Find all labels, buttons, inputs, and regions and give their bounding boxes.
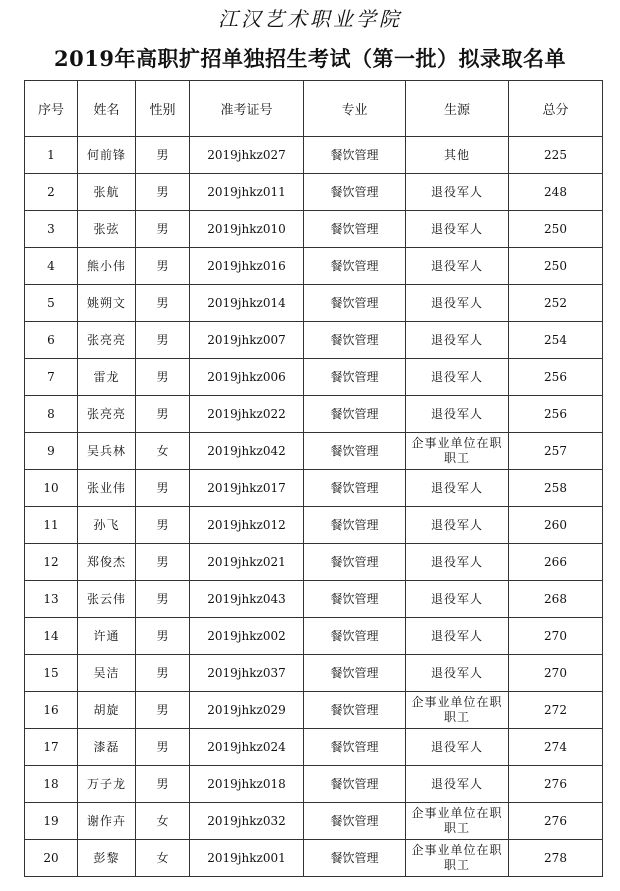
cell-exam-id: 2019jhkz016: [190, 248, 304, 285]
cell-exam-id: 2019jhkz022: [190, 396, 304, 433]
cell-major: 餐饮管理: [304, 581, 406, 618]
cell-gender: 男: [136, 581, 190, 618]
cell-exam-id: 2019jhkz001: [190, 840, 304, 877]
cell-name: 张云伟: [78, 581, 136, 618]
table-body: [25, 137, 603, 877]
cell-gender: 男: [136, 729, 190, 766]
cell-score: 276: [509, 766, 603, 803]
cell-exam-id: 2019jhkz006: [190, 359, 304, 396]
cell-major: 餐饮管理: [304, 322, 406, 359]
cell-no: 3: [25, 211, 78, 248]
table-row: [25, 211, 603, 248]
cell-name: 熊小伟: [78, 248, 136, 285]
cell-no: 19: [25, 803, 78, 840]
cell-no: 15: [25, 655, 78, 692]
table-row: [25, 137, 603, 174]
table-row: [25, 433, 603, 470]
cell-name: 张亮亮: [78, 322, 136, 359]
cell-gender: 男: [136, 544, 190, 581]
table-row: [25, 544, 603, 581]
cell-source: 企事业单位在职职工: [406, 803, 509, 840]
cell-gender: 女: [136, 840, 190, 877]
cell-exam-id: 2019jhkz007: [190, 322, 304, 359]
cell-no: 12: [25, 544, 78, 581]
cell-major: 餐饮管理: [304, 137, 406, 174]
cell-score: 278: [509, 840, 603, 877]
cell-major: 餐饮管理: [304, 840, 406, 877]
table-row: [25, 396, 603, 433]
cell-exam-id: 2019jhkz010: [190, 211, 304, 248]
cell-major: 餐饮管理: [304, 618, 406, 655]
table-row: [25, 618, 603, 655]
cell-source: 退役军人: [406, 322, 509, 359]
cell-exam-id: 2019jhkz042: [190, 433, 304, 470]
page-title: 2019年高职扩招单独招生考试（第一批）拟录取名单: [54, 46, 566, 71]
cell-score: 225: [509, 137, 603, 174]
cell-name: 漆磊: [78, 729, 136, 766]
cell-source: 退役军人: [406, 655, 509, 692]
cell-name: 张业伟: [78, 470, 136, 507]
table-row: [25, 766, 603, 803]
table-row: [25, 655, 603, 692]
cell-exam-id: 2019jhkz017: [190, 470, 304, 507]
cell-name: 谢作卉: [78, 803, 136, 840]
cell-no: 9: [25, 433, 78, 470]
cell-score: 248: [509, 174, 603, 211]
table-row: [25, 470, 603, 507]
cell-no: 17: [25, 729, 78, 766]
cell-source: 企事业单位在职职工: [406, 840, 509, 877]
cell-score: 270: [509, 655, 603, 692]
table-row: [25, 729, 603, 766]
table-row: [25, 507, 603, 544]
cell-name: 雷龙: [78, 359, 136, 396]
column-header-no: 序号: [25, 81, 78, 137]
cell-gender: 男: [136, 396, 190, 433]
cell-major: 餐饮管理: [304, 803, 406, 840]
cell-source: 退役军人: [406, 359, 509, 396]
cell-exam-id: 2019jhkz014: [190, 285, 304, 322]
cell-major: 餐饮管理: [304, 285, 406, 322]
cell-source: 退役军人: [406, 248, 509, 285]
cell-score: 274: [509, 729, 603, 766]
column-header-major: 专业: [304, 81, 406, 137]
cell-score: 266: [509, 544, 603, 581]
cell-score: 276: [509, 803, 603, 840]
cell-no: 7: [25, 359, 78, 396]
cell-no: 20: [25, 840, 78, 877]
cell-name: 张航: [78, 174, 136, 211]
cell-no: 11: [25, 507, 78, 544]
cell-major: 餐饮管理: [304, 248, 406, 285]
cell-name: 吴洁: [78, 655, 136, 692]
table-row: [25, 359, 603, 396]
cell-major: 餐饮管理: [304, 766, 406, 803]
cell-major: 餐饮管理: [304, 359, 406, 396]
cell-gender: 女: [136, 433, 190, 470]
cell-major: 餐饮管理: [304, 655, 406, 692]
cell-source: 企事业单位在职职工: [406, 692, 509, 729]
cell-exam-id: 2019jhkz011: [190, 174, 304, 211]
cell-gender: 男: [136, 359, 190, 396]
cell-source: 企事业单位在职职工: [406, 433, 509, 470]
cell-name: 吴兵林: [78, 433, 136, 470]
cell-score: 260: [509, 507, 603, 544]
cell-no: 13: [25, 581, 78, 618]
cell-no: 10: [25, 470, 78, 507]
cell-name: 郑俊杰: [78, 544, 136, 581]
column-header-name: 姓名: [78, 81, 136, 137]
cell-gender: 男: [136, 285, 190, 322]
cell-gender: 男: [136, 766, 190, 803]
cell-exam-id: 2019jhkz032: [190, 803, 304, 840]
cell-no: 18: [25, 766, 78, 803]
cell-name: 许通: [78, 618, 136, 655]
cell-source: 退役军人: [406, 211, 509, 248]
cell-exam-id: 2019jhkz037: [190, 655, 304, 692]
cell-source: 退役军人: [406, 507, 509, 544]
cell-major: 餐饮管理: [304, 692, 406, 729]
table-row: [25, 692, 603, 729]
column-header-source: 生源: [406, 81, 509, 137]
cell-score: 257: [509, 433, 603, 470]
cell-no: 8: [25, 396, 78, 433]
cell-exam-id: 2019jhkz043: [190, 581, 304, 618]
cell-score: 270: [509, 618, 603, 655]
cell-gender: 男: [136, 507, 190, 544]
school-name: 江汉艺术职业学院: [218, 7, 402, 31]
cell-no: 6: [25, 322, 78, 359]
cell-name: 张亮亮: [78, 396, 136, 433]
cell-exam-id: 2019jhkz021: [190, 544, 304, 581]
cell-major: 餐饮管理: [304, 211, 406, 248]
cell-exam-id: 2019jhkz027: [190, 137, 304, 174]
cell-exam-id: 2019jhkz029: [190, 692, 304, 729]
cell-score: 250: [509, 248, 603, 285]
cell-name: 孙飞: [78, 507, 136, 544]
cell-source: 其他: [406, 137, 509, 174]
cell-name: 何前锋: [78, 137, 136, 174]
table-row: [25, 174, 603, 211]
admission-table: [24, 80, 603, 877]
cell-exam-id: 2019jhkz018: [190, 766, 304, 803]
cell-major: 餐饮管理: [304, 174, 406, 211]
table-header-row: [25, 81, 603, 137]
cell-gender: 男: [136, 211, 190, 248]
table-row: [25, 840, 603, 877]
cell-score: 268: [509, 581, 603, 618]
table-row: [25, 581, 603, 618]
cell-source: 退役军人: [406, 470, 509, 507]
cell-gender: 男: [136, 655, 190, 692]
cell-source: 退役军人: [406, 174, 509, 211]
cell-source: 退役军人: [406, 618, 509, 655]
cell-name: 胡旋: [78, 692, 136, 729]
cell-name: 张弦: [78, 211, 136, 248]
cell-score: 252: [509, 285, 603, 322]
cell-score: 256: [509, 359, 603, 396]
table-row: [25, 248, 603, 285]
cell-source: 退役军人: [406, 285, 509, 322]
cell-exam-id: 2019jhkz012: [190, 507, 304, 544]
cell-major: 餐饮管理: [304, 544, 406, 581]
cell-gender: 女: [136, 803, 190, 840]
cell-major: 餐饮管理: [304, 470, 406, 507]
cell-score: 254: [509, 322, 603, 359]
column-header-exam-id: 准考证号: [190, 81, 304, 137]
cell-gender: 男: [136, 470, 190, 507]
cell-score: 258: [509, 470, 603, 507]
cell-major: 餐饮管理: [304, 396, 406, 433]
cell-no: 1: [25, 137, 78, 174]
cell-major: 餐饮管理: [304, 433, 406, 470]
cell-gender: 男: [136, 174, 190, 211]
column-header-gender: 性别: [136, 81, 190, 137]
table-row: [25, 285, 603, 322]
cell-name: 姚朔文: [78, 285, 136, 322]
cell-score: 272: [509, 692, 603, 729]
cell-no: 16: [25, 692, 78, 729]
table-row: [25, 322, 603, 359]
cell-no: 14: [25, 618, 78, 655]
cell-no: 4: [25, 248, 78, 285]
cell-gender: 男: [136, 692, 190, 729]
cell-no: 2: [25, 174, 78, 211]
cell-score: 256: [509, 396, 603, 433]
column-header-score: 总分: [509, 81, 603, 137]
cell-gender: 男: [136, 322, 190, 359]
cell-source: 退役军人: [406, 396, 509, 433]
cell-name: 万子龙: [78, 766, 136, 803]
cell-source: 退役军人: [406, 544, 509, 581]
cell-source: 退役军人: [406, 581, 509, 618]
cell-source: 退役军人: [406, 729, 509, 766]
cell-score: 250: [509, 211, 603, 248]
cell-exam-id: 2019jhkz024: [190, 729, 304, 766]
cell-name: 彭黎: [78, 840, 136, 877]
cell-no: 5: [25, 285, 78, 322]
cell-gender: 男: [136, 137, 190, 174]
cell-gender: 男: [136, 248, 190, 285]
cell-gender: 男: [136, 618, 190, 655]
cell-source: 退役军人: [406, 766, 509, 803]
cell-exam-id: 2019jhkz002: [190, 618, 304, 655]
cell-major: 餐饮管理: [304, 729, 406, 766]
cell-major: 餐饮管理: [304, 507, 406, 544]
table-row: [25, 803, 603, 840]
